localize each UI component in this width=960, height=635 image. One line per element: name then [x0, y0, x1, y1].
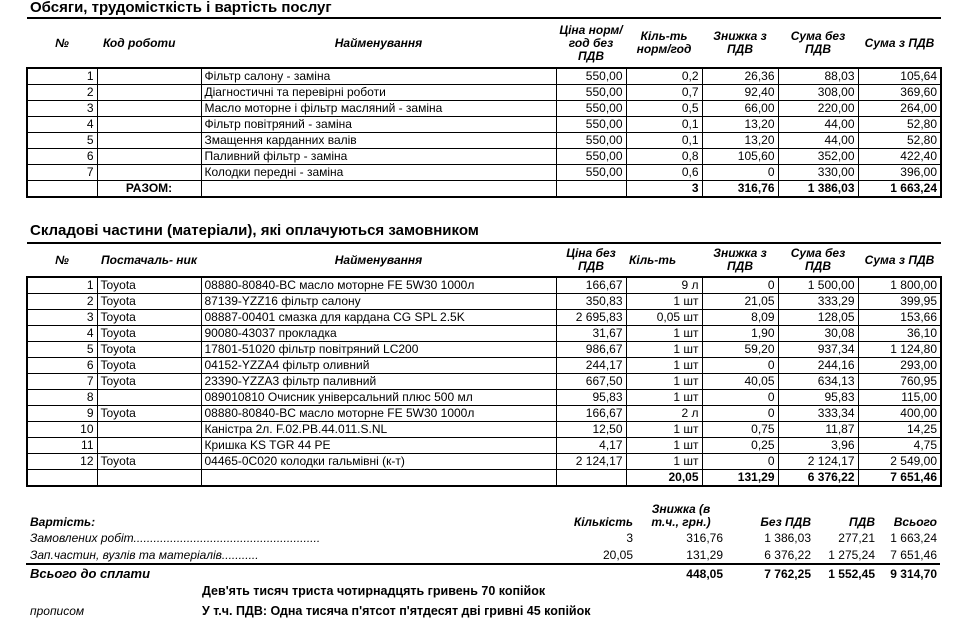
in-words-label: прописом [30, 604, 85, 618]
parts-cell: 244,17 [556, 358, 626, 374]
works-cell: 220,00 [778, 101, 858, 117]
works-total-label: РАЗОМ: [97, 181, 201, 198]
works-body [27, 68, 941, 197]
parts-table-row [27, 422, 941, 438]
works-cell: Масло моторне і фільтр масляний - заміна [201, 101, 556, 117]
parts-cell: 0 [702, 406, 778, 422]
works-cell: 550,00 [556, 85, 626, 101]
works-cell: 550,00 [556, 165, 626, 181]
parts-cell: 1 шт [626, 342, 702, 358]
works-cell: 396,00 [858, 165, 941, 181]
works-header-cell: Сума з ПДВ [864, 35, 935, 50]
summary-cell: 277,21 [838, 530, 875, 545]
summary-cell: 1 663,24 [890, 530, 937, 545]
summary-header-cell: Знижка (в т.ч., грн.) [651, 502, 711, 529]
parts-cell: 0,75 [702, 422, 778, 438]
works-total-cell: 316,76 [702, 181, 778, 198]
works-cell: 330,00 [778, 165, 858, 181]
works-total-row [27, 181, 941, 198]
parts-cell: 244,16 [778, 358, 858, 374]
parts-cell: 23390-YZZA3 фільтр паливний [201, 374, 556, 390]
parts-cell: 1 шт [626, 374, 702, 390]
grand-total-vat: 1 552,45 [814, 564, 878, 582]
parts-cell: Toyota [97, 374, 201, 390]
works-header-cell: Код роботи [103, 35, 176, 50]
works-table-row [27, 68, 941, 85]
works-table-row [27, 149, 941, 165]
parts-cell: 333,29 [778, 294, 858, 310]
parts-cell: 1 124,80 [858, 342, 941, 358]
parts-table-row [27, 342, 941, 358]
summary-row-label: Замовлених робіт........................................................ [30, 530, 321, 545]
works-cell: 52,80 [858, 133, 941, 149]
parts-cell: 4,17 [556, 438, 626, 454]
parts-cell: 40,05 [702, 374, 778, 390]
parts-cell: 153,66 [858, 310, 941, 326]
parts-cell: 87139-YZZ16 фільтр салону [201, 294, 556, 310]
works-cell: 105,64 [858, 68, 941, 85]
parts-table-row [27, 277, 941, 294]
parts-cell: 1 шт [626, 358, 702, 374]
parts-cell: Toyota [97, 454, 201, 470]
works-cell: 369,60 [858, 85, 941, 101]
summary-row-works [26, 529, 940, 546]
parts-body [27, 277, 941, 486]
parts-cell: Toyota [97, 277, 201, 294]
parts-cell [97, 390, 201, 406]
parts-cell: 8 [27, 390, 97, 406]
works-cell: 66,00 [702, 101, 778, 117]
parts-cell: 95,83 [778, 390, 858, 406]
parts-cell: 166,67 [556, 406, 626, 422]
parts-cell: Toyota [97, 406, 201, 422]
works-cell: 0,6 [626, 165, 702, 181]
parts-cell: 3,96 [778, 438, 858, 454]
grand-total-no-vat: 7 762,25 [726, 564, 814, 582]
works-table-row [27, 165, 941, 181]
parts-cell: 0 [702, 454, 778, 470]
works-header-cell: № [55, 35, 69, 50]
parts-table-row [27, 326, 941, 342]
parts-cell: Toyota [97, 294, 201, 310]
parts-cell: 3 [27, 310, 97, 326]
parts-header-cell: Постачаль- ник [101, 252, 197, 267]
works-cell [97, 165, 201, 181]
works-header-cell: Найменування [334, 35, 423, 50]
parts-header-cell: Сума без ПДВ [790, 246, 846, 273]
parts-total-row [27, 470, 941, 487]
parts-cell: 1 [27, 277, 97, 294]
summary-cell: 131,29 [686, 547, 723, 562]
parts-cell: 293,00 [858, 358, 941, 374]
works-cell: 0,7 [626, 85, 702, 101]
parts-cell: Toyota [97, 358, 201, 374]
summary-empty-cell [536, 564, 636, 582]
works-total-cell [27, 181, 97, 198]
parts-header-cell: Найменування [334, 252, 423, 267]
works-cell: 2 [27, 85, 97, 101]
works-cell: Фільтр салону - заміна [201, 68, 556, 85]
works-cell: 0,8 [626, 149, 702, 165]
parts-cell [97, 438, 201, 454]
parts-cell: 12 [27, 454, 97, 470]
parts-cell: Каністра 2л. F.02.PB.44.011.S.NL [201, 422, 556, 438]
parts-cell [97, 422, 201, 438]
parts-cell: 2 л [626, 406, 702, 422]
parts-cell: Toyota [97, 342, 201, 358]
summary-header-row [26, 497, 940, 529]
parts-cell: 4 [27, 326, 97, 342]
parts-cell: 760,95 [858, 374, 941, 390]
works-cell: 26,36 [702, 68, 778, 85]
parts-cell: 400,00 [858, 406, 941, 422]
parts-table-row [27, 294, 941, 310]
works-cell: 0 [702, 165, 778, 181]
parts-cell: 1 шт [626, 326, 702, 342]
summary-row-grand-total [26, 564, 940, 582]
parts-total-cell [27, 470, 97, 487]
parts-total-cell [556, 470, 626, 487]
works-header-cell: Сума без ПДВ [790, 29, 846, 56]
parts-cell: 7 [27, 374, 97, 390]
parts-cell: 128,05 [778, 310, 858, 326]
parts-cell: 08880-80840-BC масло моторне FE 5W30 1000л [201, 277, 556, 294]
parts-cell: 1,90 [702, 326, 778, 342]
works-header-cell: Знижка з ПДВ [713, 29, 767, 56]
parts-header-cell: Кіль-ть [629, 252, 677, 267]
parts-cell: 399,95 [858, 294, 941, 310]
parts-cell: 30,08 [778, 326, 858, 342]
works-cell: Діагностичні та перевірні роботи [201, 85, 556, 101]
parts-header-cell: Знижка з ПДВ [713, 246, 767, 273]
works-cell: 1 [27, 68, 97, 85]
works-cell: 44,00 [778, 117, 858, 133]
works-cell [97, 133, 201, 149]
parts-cell: 95,83 [556, 390, 626, 406]
amount-in-words: Дев'ять тисяч триста чотирнадцять гривень 70 копійок [202, 584, 546, 598]
parts-header-cell: Ціна без ПДВ [566, 246, 616, 273]
works-header-cell: Кіль-ть норм/год [636, 29, 692, 56]
parts-cell: 11 [27, 438, 97, 454]
works-header-row [27, 18, 941, 68]
works-header-cell: Ціна норм/год без ПДВ [559, 22, 623, 63]
works-total-cell: 1 386,03 [778, 181, 858, 198]
parts-cell: 0 [702, 390, 778, 406]
works-cell: 352,00 [778, 149, 858, 165]
summary-cell: 6 376,22 [764, 547, 811, 562]
works-cell: 550,00 [556, 68, 626, 85]
parts-cell: 667,50 [556, 374, 626, 390]
works-cell: 264,00 [858, 101, 941, 117]
parts-table-row [27, 390, 941, 406]
summary-header-cell: ПДВ [849, 515, 875, 529]
parts-cell: 1 шт [626, 294, 702, 310]
parts-cell: 166,67 [556, 277, 626, 294]
parts-header-cell: № [55, 252, 69, 267]
works-table-row [27, 133, 941, 149]
parts-cell: 937,34 [778, 342, 858, 358]
parts-cell: 2 695,83 [556, 310, 626, 326]
parts-cell: 59,20 [702, 342, 778, 358]
parts-cell: 350,83 [556, 294, 626, 310]
parts-cell: 17801-51020 фільтр повітряний LC200 [201, 342, 556, 358]
summary-header-cell: Вартість: [30, 515, 96, 529]
summary-cell: 20,05 [602, 547, 633, 562]
parts-cell: 115,00 [858, 390, 941, 406]
works-cell: 105,60 [702, 149, 778, 165]
parts-cell: 1 шт [626, 390, 702, 406]
parts-cell: 089010810 Очисник універсальний плюс 500 мл [201, 390, 556, 406]
works-cell: Змащення карданних валів [201, 133, 556, 149]
works-cell: 52,80 [858, 117, 941, 133]
works-table-row [27, 117, 941, 133]
works-cell: 550,00 [556, 117, 626, 133]
works-cell: 7 [27, 165, 97, 181]
parts-cell: 6 [27, 358, 97, 374]
parts-section-title: Складові частини (матеріали), які оплачуються замовником [30, 222, 479, 239]
works-cell: 44,00 [778, 133, 858, 149]
works-cell: Паливний фільтр - заміна [201, 149, 556, 165]
parts-table [26, 242, 942, 487]
parts-table-row [27, 454, 941, 470]
summary-cell: 1 275,24 [828, 547, 875, 562]
parts-cell: 333,34 [778, 406, 858, 422]
works-cell: 308,00 [778, 85, 858, 101]
works-cell: 0,5 [626, 101, 702, 117]
works-cell [97, 101, 201, 117]
works-section-title: Обсяги, трудомісткість і вартість послуг [30, 0, 332, 16]
summary-cell: 7 651,46 [890, 547, 937, 562]
vat-in-words: У т.ч. ПДВ: Одна тисяча п'ятсот п'ятдесят дві гривні 45 копійок [202, 604, 591, 618]
parts-cell: 1 шт [626, 438, 702, 454]
parts-cell: 90080-43037 прокладка [201, 326, 556, 342]
works-cell [97, 85, 201, 101]
parts-cell: 12,50 [556, 422, 626, 438]
works-cell [97, 117, 201, 133]
parts-cell: 5 [27, 342, 97, 358]
summary-header-cell: Кількість [573, 515, 633, 529]
works-cell: 422,40 [858, 149, 941, 165]
grand-total-discount: 448,05 [636, 564, 726, 582]
works-cell: 0,1 [626, 133, 702, 149]
parts-cell: 31,67 [556, 326, 626, 342]
parts-cell: 9 [27, 406, 97, 422]
parts-cell: 8,09 [702, 310, 778, 326]
parts-cell: 634,13 [778, 374, 858, 390]
parts-total-cell: 20,05 [626, 470, 702, 487]
parts-table-row [27, 406, 941, 422]
parts-cell: 9 л [626, 277, 702, 294]
parts-cell: 08880-80840-BC масло моторне FE 5W30 1000л [201, 406, 556, 422]
parts-cell: 1 800,00 [858, 277, 941, 294]
parts-cell: Toyota [97, 326, 201, 342]
works-cell: 0,2 [626, 68, 702, 85]
parts-cell: 1 500,00 [778, 277, 858, 294]
works-cell: Фільтр повітряний - заміна [201, 117, 556, 133]
parts-cell: 2 124,17 [778, 454, 858, 470]
works-cell: 550,00 [556, 133, 626, 149]
works-cell: Колодки передні - заміна [201, 165, 556, 181]
works-cell: 550,00 [556, 149, 626, 165]
parts-cell: 2 549,00 [858, 454, 941, 470]
parts-cell: Кришка KS TGR 44 PE [201, 438, 556, 454]
summary-row-label: Зап.частин, вузлів та матеріалів........... [30, 547, 259, 562]
parts-cell: 0,05 шт [626, 310, 702, 326]
parts-cell: 0 [702, 358, 778, 374]
parts-header-cell: Сума з ПДВ [864, 252, 935, 267]
parts-cell: Toyota [97, 310, 201, 326]
parts-cell: 36,10 [858, 326, 941, 342]
parts-total-cell [97, 470, 201, 487]
summary-table [26, 497, 940, 582]
parts-cell: 08887-00401 смазка для кардана CG SPL 2.5K [201, 310, 556, 326]
works-cell: 92,40 [702, 85, 778, 101]
parts-table-row [27, 310, 941, 326]
parts-cell: 986,67 [556, 342, 626, 358]
parts-cell: 04465-0C020 колодки гальмівні (к-т) [201, 454, 556, 470]
parts-table-row [27, 358, 941, 374]
grand-total-all: 9 314,70 [878, 564, 940, 582]
parts-cell: 2 124,17 [556, 454, 626, 470]
works-total-cell [556, 181, 626, 198]
parts-cell: 4,75 [858, 438, 941, 454]
summary-cell: 316,76 [686, 530, 723, 545]
works-cell: 13,20 [702, 133, 778, 149]
works-table-row [27, 101, 941, 117]
parts-total-cell: 131,29 [702, 470, 778, 487]
works-table [26, 17, 942, 198]
parts-cell: 04152-YZZA4 фільтр оливний [201, 358, 556, 374]
summary-header-cell: Без ПДВ [760, 515, 811, 529]
parts-cell: 0,25 [702, 438, 778, 454]
summary-cell: 1 386,03 [764, 530, 811, 545]
works-cell: 3 [27, 101, 97, 117]
parts-cell: 10 [27, 422, 97, 438]
parts-total-cell: 7 651,46 [858, 470, 941, 487]
parts-cell: 1 шт [626, 422, 702, 438]
works-cell [97, 149, 201, 165]
works-cell: 6 [27, 149, 97, 165]
parts-header-row [27, 243, 941, 277]
summary-cell: 3 [626, 530, 633, 545]
parts-cell: 2 [27, 294, 97, 310]
grand-total-label: Всього до сплати [26, 564, 536, 582]
works-cell [97, 68, 201, 85]
parts-total-cell [201, 470, 556, 487]
works-table-row [27, 85, 941, 101]
parts-cell: 1 шт [626, 454, 702, 470]
parts-table-row [27, 438, 941, 454]
summary-header-cell: Всього [893, 515, 937, 529]
works-total-cell: 1 663,24 [858, 181, 941, 198]
parts-table-row [27, 374, 941, 390]
summary-row-parts [26, 546, 940, 564]
works-cell: 0,1 [626, 117, 702, 133]
parts-cell: 21,05 [702, 294, 778, 310]
works-cell: 88,03 [778, 68, 858, 85]
works-total-cell: 3 [626, 181, 702, 198]
works-cell: 4 [27, 117, 97, 133]
parts-total-cell: 6 376,22 [778, 470, 858, 487]
works-total-cell [201, 181, 556, 198]
parts-cell: 0 [702, 277, 778, 294]
works-cell: 550,00 [556, 101, 626, 117]
works-cell: 5 [27, 133, 97, 149]
parts-cell: 14,25 [858, 422, 941, 438]
parts-cell: 11,87 [778, 422, 858, 438]
works-cell: 13,20 [702, 117, 778, 133]
